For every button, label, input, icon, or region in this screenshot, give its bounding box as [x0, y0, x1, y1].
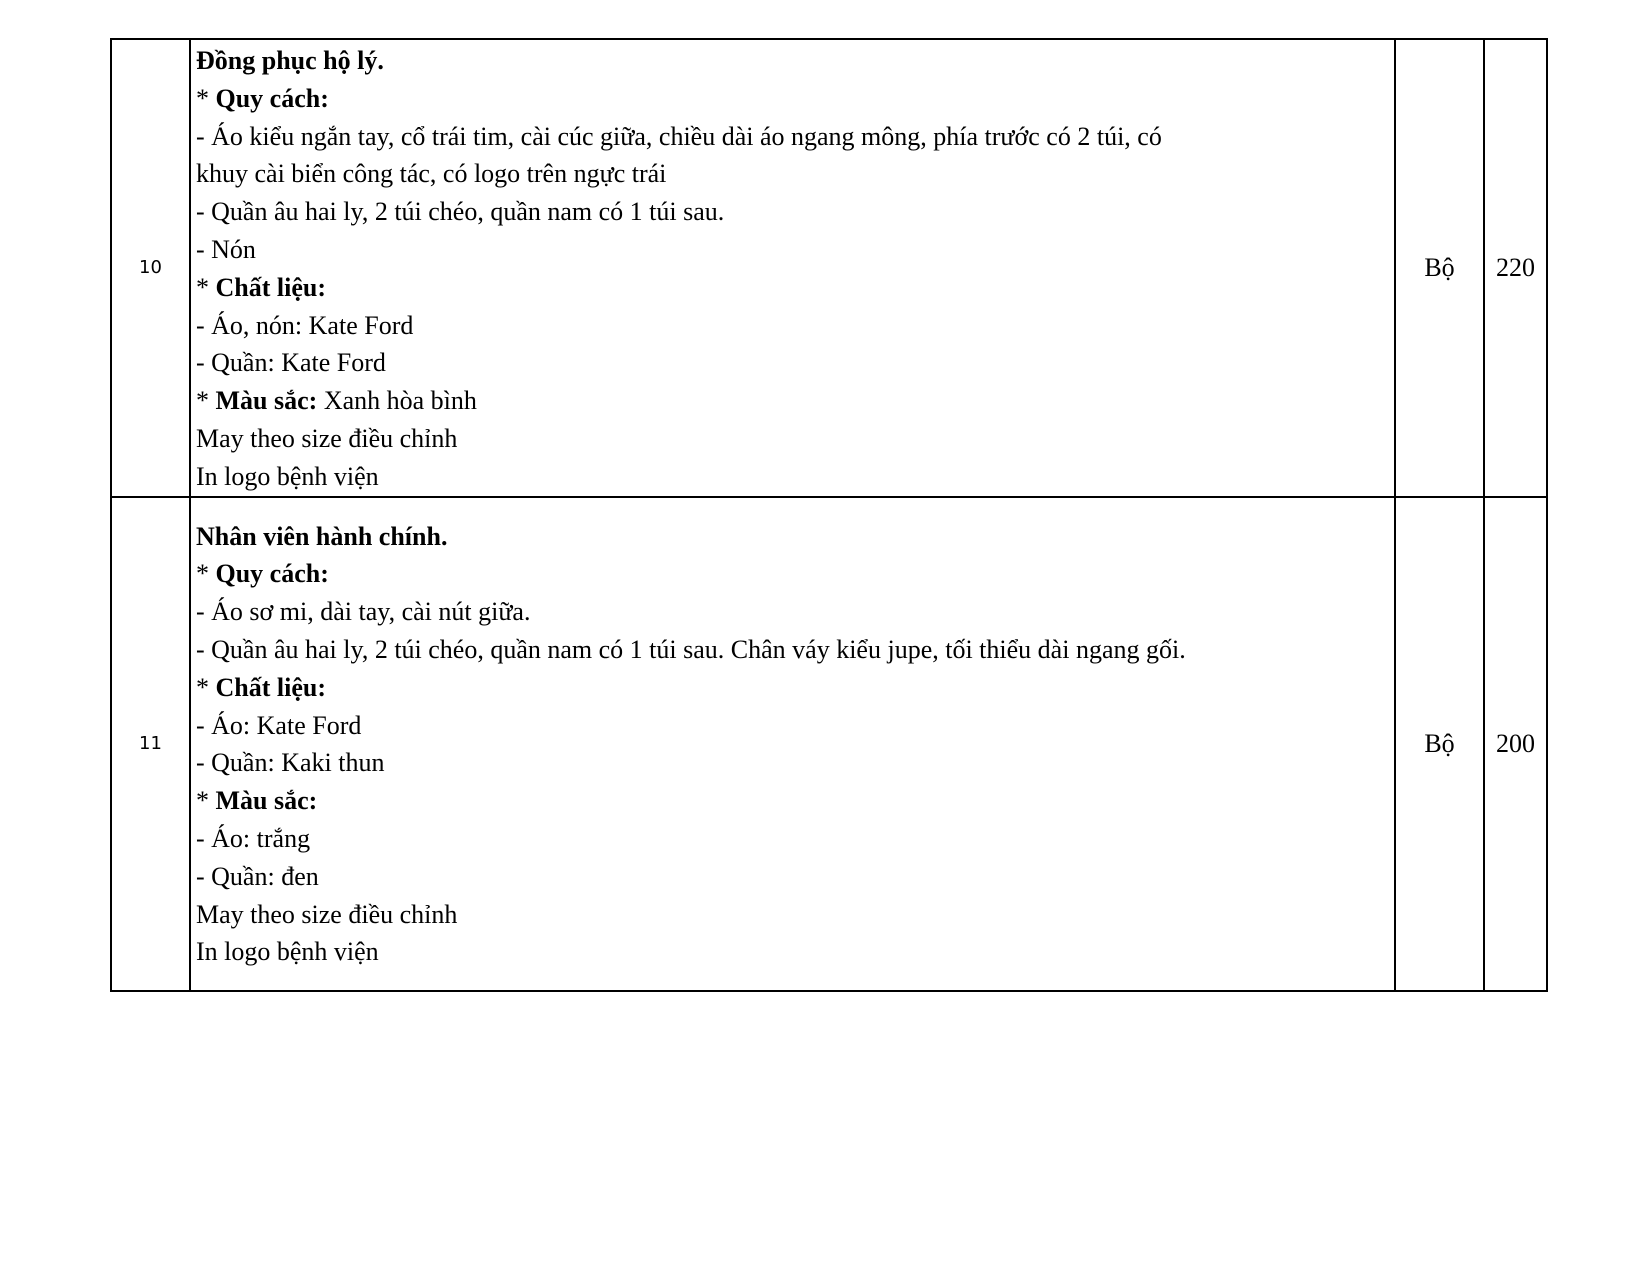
description-line — [196, 344, 1390, 382]
line-label: Màu sắc: — [215, 386, 318, 416]
description-line — [196, 420, 1390, 458]
item-description — [190, 39, 1395, 497]
row-number: 11 — [111, 497, 190, 991]
spec-table — [110, 38, 1548, 992]
item-description — [190, 497, 1395, 991]
table-row — [111, 497, 1547, 991]
line-text: - Áo kiểu ngắn tay, cổ trái tim, cài cúc giữa, chiều dài áo ngang mông, phía trước có 2 túi, có — [196, 121, 1162, 151]
description-line — [196, 231, 1390, 269]
line-label: Màu sắc: — [215, 786, 318, 816]
line-text: - Quần: Kate Ford — [196, 348, 386, 378]
line-label: Chất liệu: — [215, 672, 326, 702]
description-line — [196, 80, 1390, 118]
line-label: Chất liệu: — [215, 272, 326, 302]
line-text: khuy cài biển công tác, có logo trên ngực trái — [196, 159, 667, 189]
table-row — [111, 39, 1547, 497]
line-text: May theo size điều chỉnh — [196, 899, 458, 929]
line-text: In logo bệnh viện — [196, 937, 379, 967]
quantity-cell: 220 — [1484, 39, 1547, 497]
description-line — [196, 707, 1390, 745]
line-text: - Áo sơ mi, dài tay, cài nút giữa. — [196, 597, 531, 627]
line-label: Quy cách: — [215, 83, 329, 113]
line-text: - Quần âu hai ly, 2 túi chéo, quần nam có 1 túi sau. Chân váy kiểu jupe, tối thiểu dài ngang gối. — [196, 634, 1186, 664]
description-line — [196, 820, 1390, 858]
description-line — [196, 933, 1390, 971]
description-line — [196, 193, 1390, 231]
description-line — [196, 382, 1390, 420]
line-prefix: * — [196, 672, 216, 702]
description-line — [196, 631, 1390, 669]
description-line — [196, 269, 1390, 307]
description-line — [196, 782, 1390, 820]
item-title: Đồng phục hộ lý. — [196, 46, 384, 75]
line-text: - Áo: trắng — [196, 823, 311, 853]
description-line — [196, 458, 1390, 496]
description-line — [196, 555, 1390, 593]
line-text: - Nón — [196, 234, 256, 264]
description-line — [196, 896, 1390, 934]
description-line — [196, 155, 1390, 193]
line-text: - Quần: Kaki thun — [196, 748, 385, 778]
description-line — [196, 858, 1390, 896]
line-text: - Áo, nón: Kate Ford — [196, 310, 414, 340]
line-label: Quy cách: — [215, 559, 329, 589]
line-prefix: * — [196, 559, 216, 589]
line-text: - Quần: đen — [196, 861, 319, 891]
line-text: May theo size điều chỉnh — [196, 423, 458, 453]
description-line — [196, 744, 1390, 782]
line-text: - Áo: Kate Ford — [196, 710, 362, 740]
line-prefix: * — [196, 786, 216, 816]
row-number: 10 — [111, 39, 190, 497]
line-text: - Quần âu hai ly, 2 túi chéo, quần nam có 1 túi sau. — [196, 197, 725, 227]
unit-cell: Bộ — [1395, 39, 1484, 497]
line-text: Xanh hòa bình — [317, 386, 477, 416]
line-text: In logo bệnh viện — [196, 461, 379, 491]
quantity-cell: 200 — [1484, 497, 1547, 991]
line-prefix: * — [196, 386, 216, 416]
description-line — [196, 593, 1390, 631]
item-title: Nhân viên hành chính. — [196, 521, 448, 551]
unit-cell: Bộ — [1395, 497, 1484, 991]
description-line — [196, 118, 1390, 156]
line-prefix: * — [196, 83, 216, 113]
description-line — [196, 669, 1390, 707]
description-line — [196, 307, 1390, 345]
line-prefix: * — [196, 272, 216, 302]
